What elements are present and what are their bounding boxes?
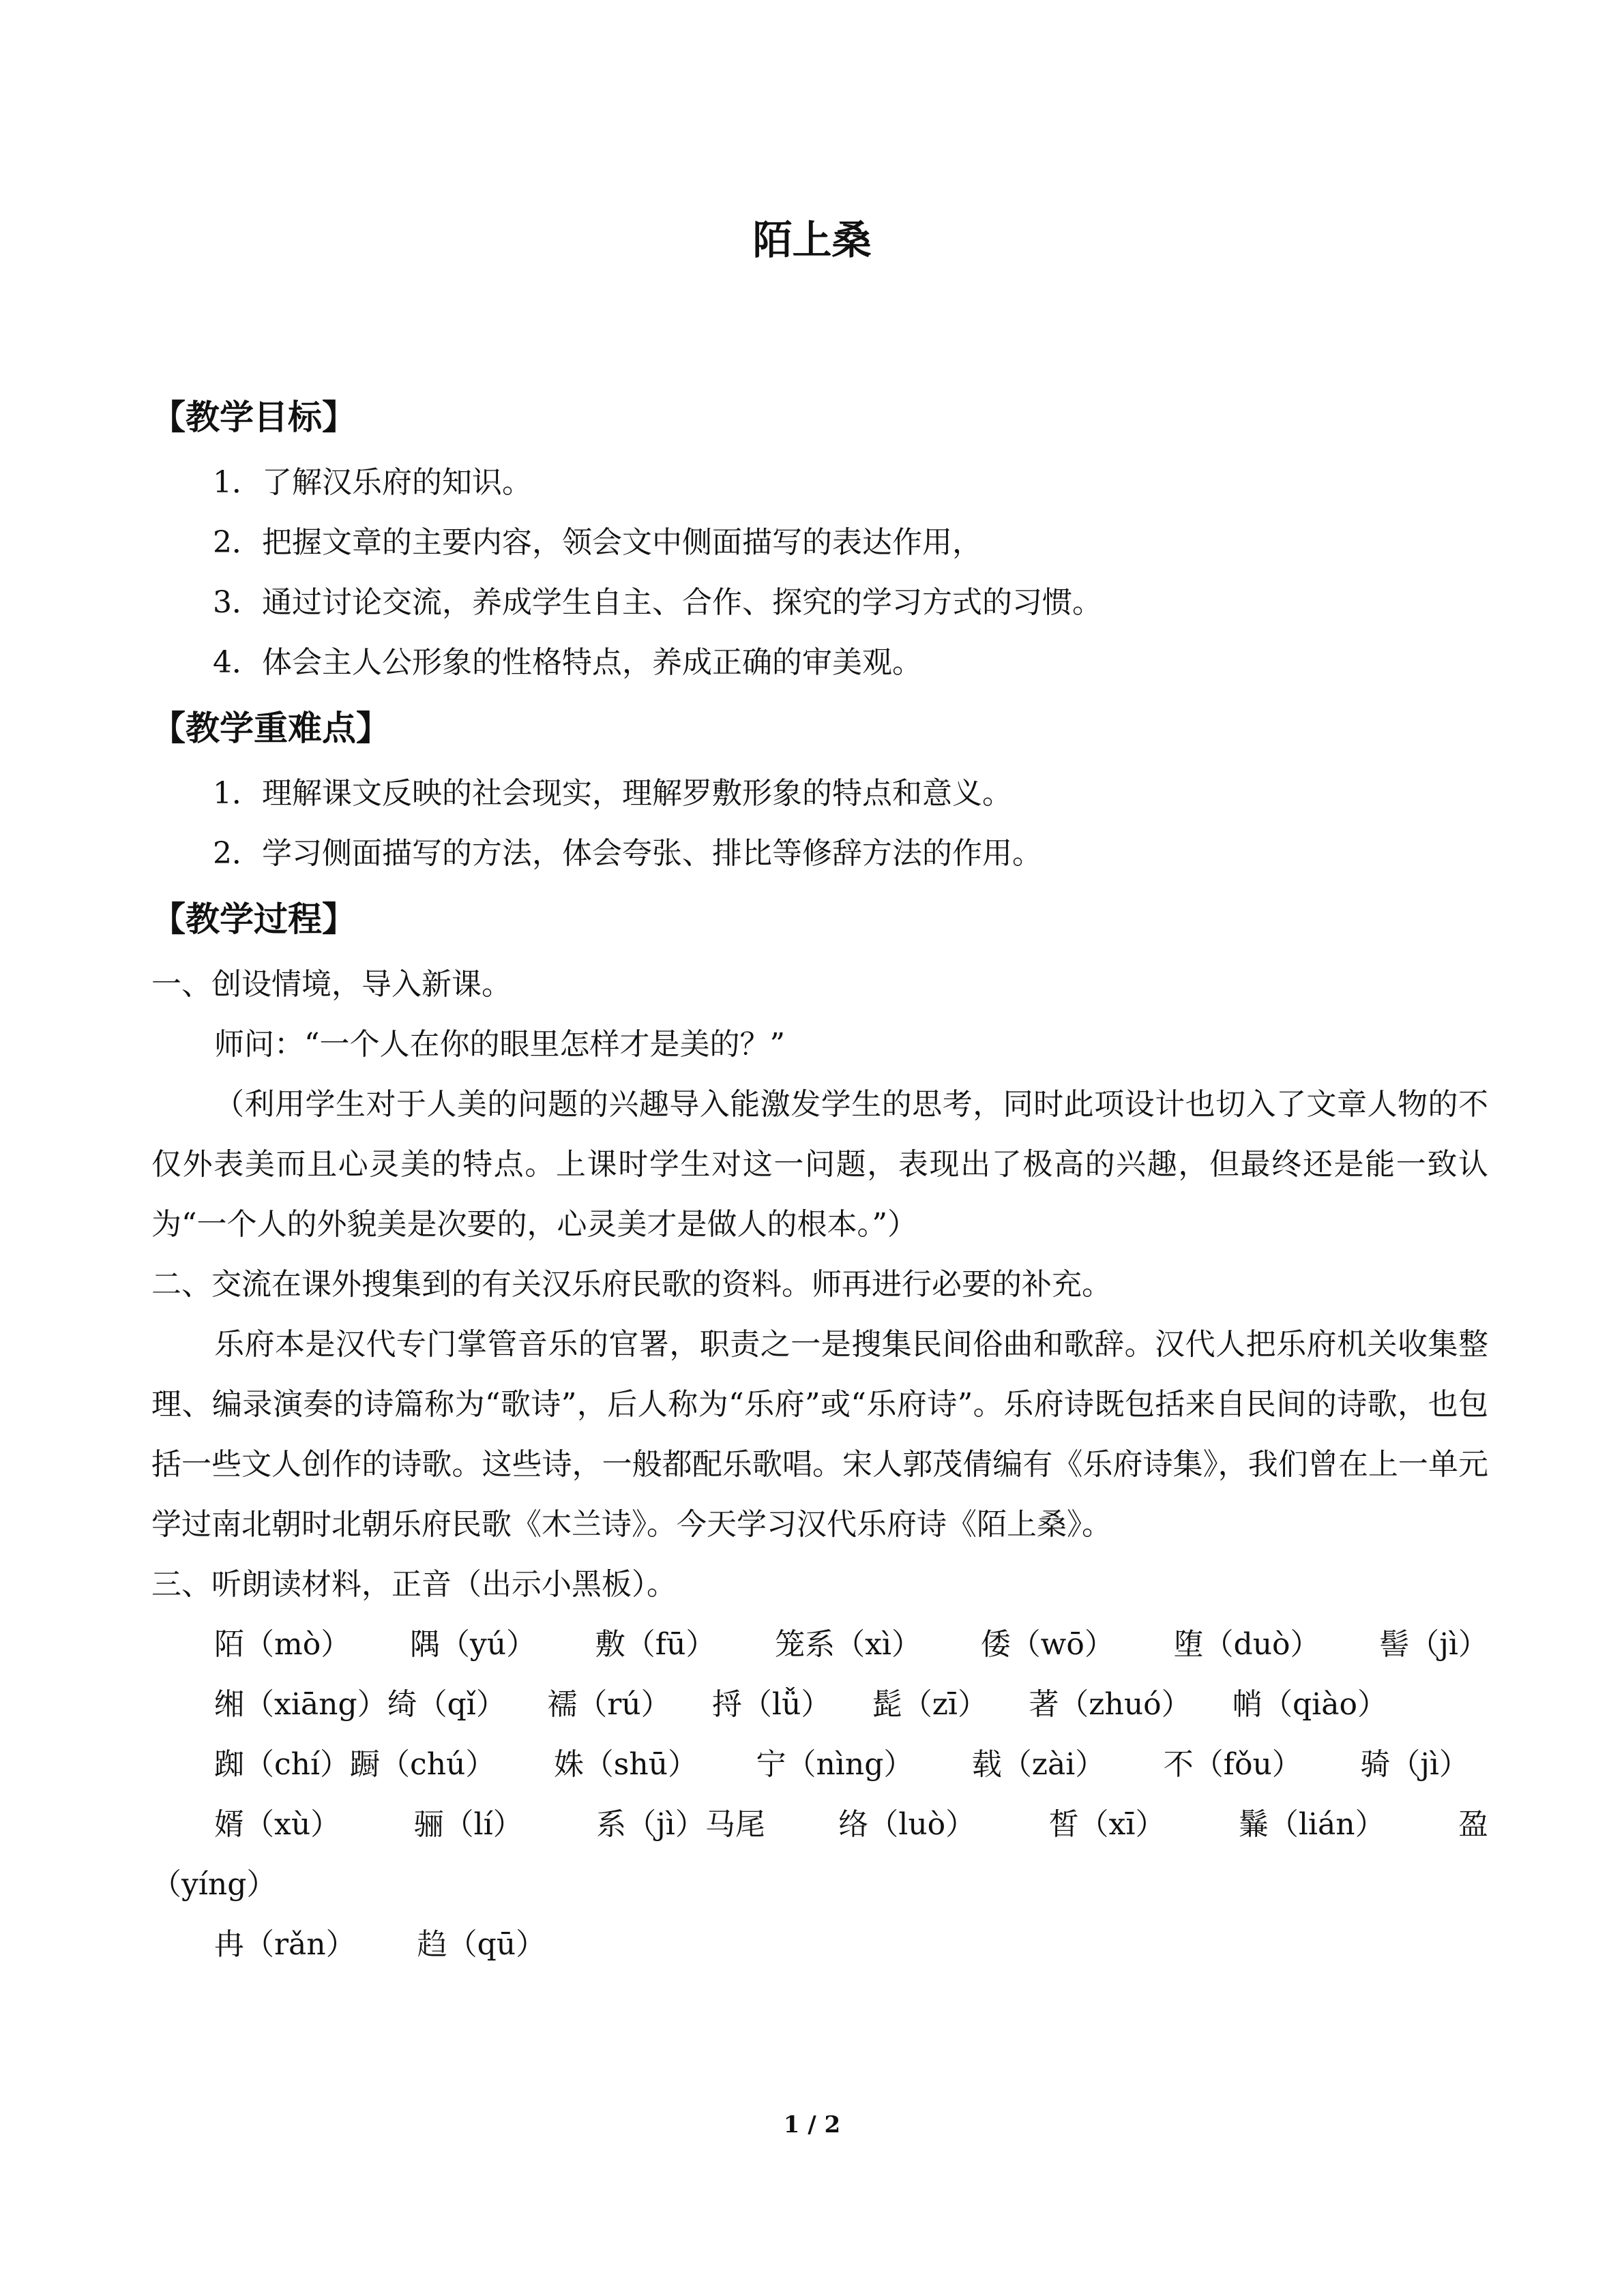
process-step-1: 一、创设情境，导入新课。 [151, 967, 512, 1002]
section-heading-key-points: 【教学重难点】 [151, 709, 390, 748]
goal-item: 2．把握文章的主要内容，领会文中侧面描写的表达作用， [213, 525, 982, 560]
pinyin-entry: 捋（lǚ） [711, 1687, 831, 1722]
pinyin-entry: 不（fǒu） [1163, 1747, 1302, 1782]
page-number: 1 / 2 [783, 2111, 841, 2138]
pinyin-entry: 系（jì）马尾 [596, 1807, 765, 1842]
process-step-3: 三、听朗读材料，正音（出示小黑板）。 [151, 1567, 677, 1602]
pinyin-entry: 陌（mò） [214, 1627, 351, 1662]
pinyin-entry: 帩（qiào） [1232, 1687, 1387, 1722]
pinyin-wrap: （yíng） [151, 1867, 277, 1902]
pinyin-entry: 婿（xù） [214, 1807, 341, 1842]
pinyin-entry: 倭（wō） [980, 1627, 1114, 1662]
pinyin-entry: 襦（rú） [547, 1687, 671, 1722]
pinyin-entry: 堕（duò） [1173, 1627, 1320, 1662]
pinyin-entry: 敷（fū） [595, 1627, 716, 1662]
pinyin-entry: 姝（shū） [553, 1747, 698, 1782]
pinyin-entry: 踟（chí）蹰（chú） [214, 1747, 496, 1782]
design-note-paragraph: （利用学生对于人美的问题的兴趣导入能激发学生的思考，同时此项设计也切入了文章人物的不仅外表美而且心灵美的特点。上课时学生对这一问题，表现出了极高的兴趣，但最终还是能一致认为“一个人的外貌美是次要的，心灵美才是做人的根本。”） [151, 1087, 1488, 1242]
pinyin-entry: 髭（zī） [872, 1687, 988, 1722]
yuefu-paragraph: 乐府本是汉代专门掌管音乐的官署，职责之一是搜集民间俗曲和歌辞。汉代人把乐府机关收集整理、编录演奏的诗篇称为“歌诗”，后人称为“乐府”或“乐府诗”。乐府诗既包括来自民间的诗歌，也包括一些文人创作的诗歌。这些诗，一般都配乐歌唱。宋人郭茂倩编有《乐府诗集》，我们曾在上一单元学过南北朝时北朝乐府民歌《木兰诗》。今天学习汉代乐府诗《陌上桑》。 [151, 1327, 1488, 1542]
pinyin-row [151, 1735, 1469, 1795]
process-step-2: 二、交流在课外搜集到的有关汉乐府民歌的资料。师再进行必要的补充。 [151, 1267, 1112, 1302]
pinyin-entry: 宁（nìng） [756, 1747, 914, 1782]
section-heading-process: 【教学过程】 [151, 899, 356, 939]
teacher-question: 师问：“一个人在你的眼里怎样才是美的？” [214, 1027, 785, 1062]
goal-item: 4．体会主人公形象的性格特点，养成正确的审美观。 [213, 645, 922, 680]
pinyin-entry: 盈 [1458, 1807, 1488, 1842]
goal-item: 1．了解汉乐府的知识。 [213, 465, 532, 500]
pinyin-entry: 骑（jì） [1360, 1747, 1469, 1782]
pinyin-entry: 趋（qū） [417, 1927, 546, 1962]
pinyin-row [151, 1675, 1387, 1735]
document-body [151, 382, 1488, 1975]
pinyin-entry: 髻（jì） [1379, 1627, 1488, 1662]
key-point-item: 2．学习侧面描写的方法，体会夸张、排比等修辞方法的作用。 [213, 836, 1042, 871]
pinyin-entry: 笼系（xì） [775, 1627, 921, 1662]
pinyin-row [151, 1795, 1488, 1855]
pinyin-entry: 骊（lí） [413, 1807, 523, 1842]
key-point-item: 1．理解课文反映的社会现实，理解罗敷形象的特点和意义。 [213, 776, 1012, 811]
page-title: 陌上桑 [752, 217, 872, 263]
pinyin-entry: 皙（xī） [1048, 1807, 1166, 1842]
pinyin-entry: 冉（rǎn） [214, 1927, 356, 1962]
pinyin-entry: 鬑（lián） [1238, 1807, 1385, 1842]
pinyin-row [151, 1915, 1488, 1975]
pinyin-entry: 载（zài） [971, 1747, 1106, 1782]
pinyin-row [151, 1615, 1488, 1675]
pinyin-entry: 络（luò） [838, 1807, 976, 1842]
pinyin-entry: 缃（xiāng）绮（qǐ） [214, 1687, 506, 1722]
pinyin-entry: 隅（yú） [409, 1627, 537, 1662]
goal-item: 3．通过讨论交流，养成学生自主、合作、探究的学习方式的习惯。 [213, 585, 1102, 620]
pinyin-entry: 著（zhuó） [1029, 1687, 1192, 1722]
section-heading-goals: 【教学目标】 [151, 398, 356, 437]
